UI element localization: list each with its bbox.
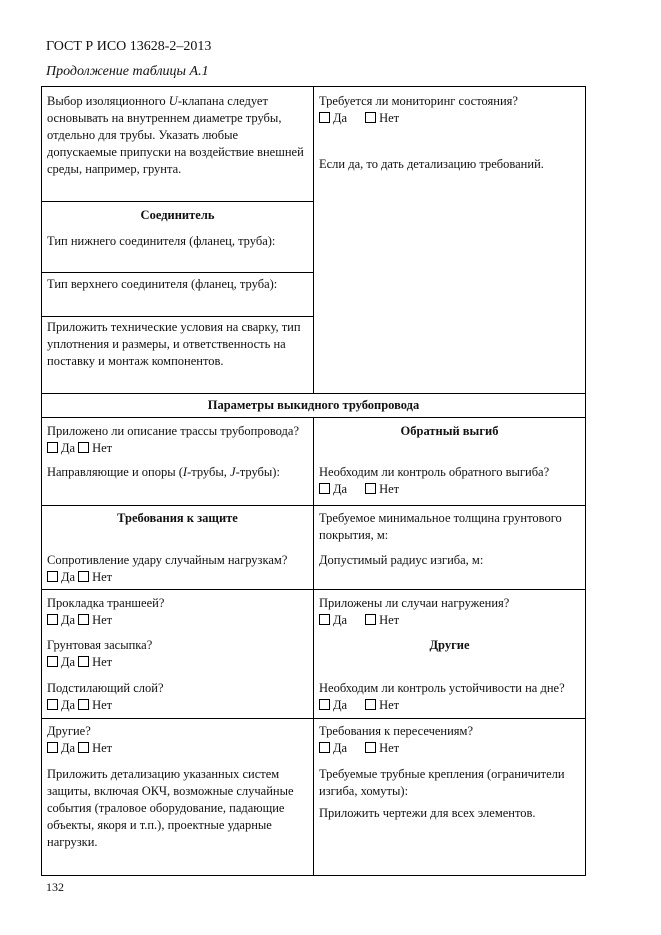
yes-checkbox[interactable] xyxy=(319,742,330,753)
requirements-table xyxy=(41,86,586,876)
protection-details-note: Приложить детализацию указанных систем защиты, включая ОКЧ, возможные случайные события (траловое оборудование, падающие объекты, якоря и т.п.), проектные ударные нагрузки. xyxy=(47,767,294,849)
bedding-layer-question: Подстилающий слой? Да Нет xyxy=(47,681,164,712)
reverse-bend-question: Необходим ли контроль обратного выгиба?Да Нет xyxy=(319,465,550,496)
no-checkbox[interactable] xyxy=(365,112,376,123)
reverse-bend-title: Обратный выгиб xyxy=(400,424,499,438)
yes-checkbox[interactable] xyxy=(47,656,58,667)
yes-checkbox[interactable] xyxy=(319,614,330,625)
no-checkbox[interactable] xyxy=(365,614,376,625)
yes-checkbox[interactable] xyxy=(47,571,58,582)
backfill-question: Грунтовая засыпка? Да Нет xyxy=(47,638,153,669)
impact-resistance-question: Сопротивление удару случайным нагрузкам?Да Нет xyxy=(47,553,288,584)
no-checkbox[interactable] xyxy=(78,571,89,582)
spec-attachment-note: Приложить технические условия на сварку, тип уплотнения и размеры, и ответственность на поставку и монтаж компонентов. xyxy=(47,320,301,368)
yes-checkbox[interactable] xyxy=(47,742,58,753)
on-bottom-stability-question: Необходим ли контроль устойчивости на дне?Да Нет xyxy=(319,681,565,712)
yes-checkbox[interactable] xyxy=(319,699,330,710)
no-checkbox[interactable] xyxy=(365,742,376,753)
route-description-question: Приложено ли описание трассы трубопровода?Да Нет xyxy=(47,424,299,455)
no-checkbox[interactable] xyxy=(78,699,89,710)
no-checkbox[interactable] xyxy=(78,656,89,667)
flowline-parameters-title: Параметры выкидного трубопровода xyxy=(207,398,420,412)
pipe-fixtures-requirement: Требуемые трубные крепления (ограничители изгиба, хомуты): xyxy=(319,767,565,798)
yes-checkbox[interactable] xyxy=(47,614,58,625)
connector-section-title: Соединитель xyxy=(140,208,215,222)
u-valve-selection-note: Выбор изоляционного U-клапана следует основывать на внутреннем диаметре трубы, отдельно для трубы. Указать любые допускаемые припуски на воздействие внешней среды, например, грунта. xyxy=(47,94,304,176)
other-section-title: Другие xyxy=(429,638,470,652)
no-checkbox[interactable] xyxy=(365,699,376,710)
standard-designation: ГОСТ Р ИСО 13628-2–2013 xyxy=(46,39,212,54)
min-cover-thickness: Требуемое минимальное толщина грунтового покрытия, м: xyxy=(319,511,562,542)
attach-drawings-note: Приложить чертежи для всех элементов. xyxy=(319,806,536,820)
yes-checkbox[interactable] xyxy=(319,112,330,123)
protection-requirements-title: Требования к защите xyxy=(117,511,238,525)
yes-checkbox[interactable] xyxy=(319,483,330,494)
yes-checkbox[interactable] xyxy=(47,442,58,453)
condition-monitoring-question: Требуется ли мониторинг состояния? Да Нет xyxy=(319,94,518,125)
crossings-question: Требования к пересечениям? Да Нет xyxy=(319,724,474,755)
allowable-bend-radius: Допустимый радиус изгиба, м: xyxy=(319,553,484,567)
load-cases-question: Приложены ли случаи нагружения? Да Нет xyxy=(319,596,510,627)
monitoring-details-note: Если да, то дать детализацию требований. xyxy=(319,157,544,171)
no-checkbox[interactable] xyxy=(78,614,89,625)
upper-connector-type: Тип верхнего соединителя (фланец, труба): xyxy=(47,277,278,291)
lower-connector-type: Тип нижнего соединителя (фланец, труба): xyxy=(47,234,276,248)
no-checkbox[interactable] xyxy=(78,442,89,453)
table-continuation-caption: Продолжение таблицы А.1 xyxy=(46,64,209,79)
yes-checkbox[interactable] xyxy=(47,699,58,710)
no-checkbox[interactable] xyxy=(78,742,89,753)
other-protection-question: Другие? Да Нет xyxy=(47,724,113,755)
no-checkbox[interactable] xyxy=(365,483,376,494)
page-number: 132 xyxy=(46,880,64,894)
guides-and-supports: Направляющие и опоры (I-трубы, J-трубы): xyxy=(47,465,280,479)
trenching-question: Прокладка траншеей? Да Нет xyxy=(47,596,165,627)
